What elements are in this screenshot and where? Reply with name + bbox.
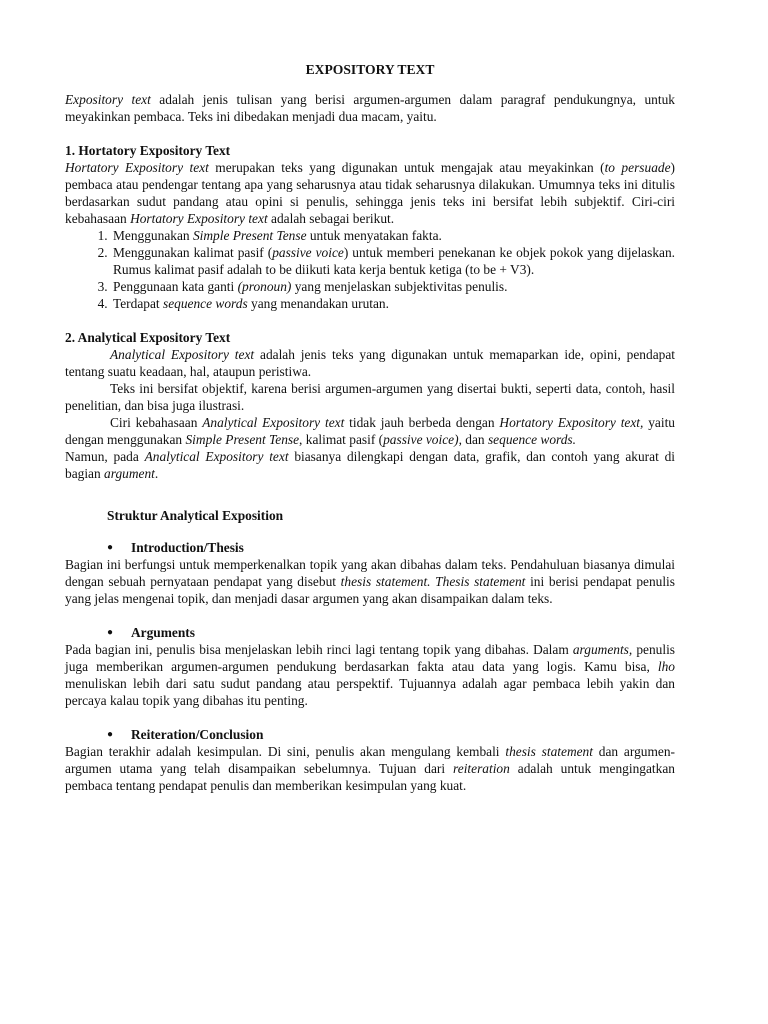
b2-text-e: menuliskan lebih dari satu sudut pandang atau perspektif. Tujuannya adalah agar pembaca lebih yakin dan percaya kalau topik yang dibahas itu penting. <box>65 676 675 708</box>
li4-text-a: Terdapat <box>113 296 163 311</box>
hortatory-features-list <box>65 227 675 312</box>
s2-p3-b: Analytical Expository text <box>202 415 345 430</box>
li2-text-c: ) untuk memberi penekanan ke objek pokok yang dijelaskan. Rumus kalimat pasif adalah to be diikuti kata kerja bentuk ketiga (to be + V3). <box>113 245 676 277</box>
section-2-paragraph-1 <box>65 346 675 380</box>
b2-em-2: lho <box>657 659 675 674</box>
s1-em-2: to persuade <box>604 160 671 175</box>
intro-text: adalah jenis tulisan yang berisi argumen-argumen dalam paragraf pendukungnya, untuk meyakinkan pembaca. Teks ini dibedakan menjadi dua macam, yaitu. <box>65 92 675 124</box>
s2-p4-b: Analytical Expository text <box>144 449 289 464</box>
s2-p4-a: Namun, pada <box>65 449 145 464</box>
intro-emphasis: Expository text <box>65 92 151 107</box>
bullet-icon: ● <box>107 729 114 740</box>
intro-paragraph <box>65 91 675 125</box>
bullet-heading-conclusion <box>107 726 675 743</box>
s2-p3-f: Simple Present Tense <box>185 432 300 447</box>
b1-text-c: ini berisi pendapat penulis yang jelas mengenai topik, dan menjadi dasar argumen yang akan disampaikan dalam teks. <box>65 574 675 606</box>
b3-text-e: adalah untuk mengingatkan pembaca tentang pendapat penulis dan memberikan kesimpulan yang kuat. <box>65 761 675 793</box>
b2-text-c: penulis juga memberikan argumen-argumen pendukung berdasarkan fakta atau data yang logis. Kamu bisa, <box>65 642 675 674</box>
s2-p4-e: . <box>154 466 159 481</box>
s2-p1-em: Analytical Expository text <box>110 347 255 362</box>
s2-p3-d: Hortatory Expository text, <box>499 415 644 430</box>
li1-text-a: Menggunakan <box>113 228 193 243</box>
section-1-paragraph <box>65 159 675 227</box>
li3-text-c: yang menjelaskan subjektivitas penulis. <box>291 279 508 294</box>
bullet-heading-introduction <box>107 539 675 556</box>
section-1-heading: 1. Hortatory Expository Text <box>65 143 231 158</box>
b2-text-a: Pada bagian ini, penulis bisa menjelaskan lebih rinci lagi tentang topik yang dibahas. Dalam <box>65 642 573 657</box>
list-item <box>111 227 675 244</box>
b1-text-a: Bagian ini berfungsi untuk memperkenalkan topik yang akan dibahas dalam teks. Pendahuluan biasanya dimulai dengan sebuah pernyataan pendapat yang disebut <box>65 557 675 589</box>
b3-em-1: thesis statement <box>505 744 593 759</box>
li3-text-a: Penggunaan kata ganti <box>113 279 238 294</box>
b3-text-c: dan argumen-argumen utama yang telah disampaikan sebelumnya. Tujuan dari <box>65 744 675 776</box>
s2-p1-text: adalah jenis teks yang digunakan untuk memaparkan ide, opini, pendapat tentang suatu keadaan, hal, ataupun peristiwa. <box>65 347 675 379</box>
s1-text-3: adalah sebagai berikut. <box>267 211 395 226</box>
s2-p3-c: tidak jauh berbeda dengan <box>344 415 500 430</box>
bullet-icon: ● <box>107 542 114 553</box>
s2-p3-e: yaitu dengan menggunakan <box>65 415 675 447</box>
section-2-paragraph-3 <box>65 414 675 448</box>
s2-p3-g: , kalimat pasif ( <box>299 432 384 447</box>
b3-text-a: Bagian terakhir adalah kesimpulan. Di sini, penulis akan mengulang kembali <box>65 744 506 759</box>
structure-heading: Struktur Analytical Exposition <box>107 508 284 523</box>
s2-p3-j: sequence words. <box>487 432 576 447</box>
document-title: EXPOSITORY TEXT <box>305 62 435 77</box>
s1-em-3: Hortatory Expository text <box>130 211 268 226</box>
bullet-icon: ● <box>107 627 114 638</box>
li1-em: Simple Present Tense <box>192 228 307 243</box>
b3-em-2: reiteration <box>453 761 510 776</box>
s2-p3-h: passive voice) <box>383 432 459 447</box>
bullet-title: Arguments <box>131 625 195 640</box>
li4-em: sequence words <box>163 296 248 311</box>
s2-p4-c: biasanya dilengkapi dengan data, grafik, dan contoh yang akurat di bagian <box>65 449 676 481</box>
bullet-heading-arguments <box>107 624 675 641</box>
s1-em-1: Hortatory Expository text <box>65 160 209 175</box>
list-item <box>111 244 675 278</box>
document-body <box>65 61 675 794</box>
li3-em: (pronoun) <box>237 279 292 294</box>
introduction-paragraph <box>65 556 675 607</box>
b2-em-1: arguments, <box>572 642 633 657</box>
s1-text-1: merupakan teks yang digunakan untuk mengajak atau meyakinkan ( <box>208 160 605 175</box>
li1-text-c: untuk menyatakan fakta. <box>306 228 442 243</box>
section-2-paragraph-4 <box>65 448 675 482</box>
bullet-title: Introduction/Thesis <box>131 540 244 555</box>
conclusion-paragraph <box>65 743 675 794</box>
section-2-heading: 2. Analytical Expository Text <box>65 330 231 345</box>
b1-em: thesis statement. Thesis statement <box>340 574 526 589</box>
li2-text-a: Menggunakan kalimat pasif ( <box>113 245 273 260</box>
list-item <box>111 278 675 295</box>
s1-text-2: ) pembaca atau pendengar tentang apa yang seharusnya atau tidak seharusnya dilakukan. Umumnya teks ini ditulis berdasarkan sudut pandang atau opini si penulis, sehingga jenis teks ini bersifat lebih subjektif. Ciri-ciri kebahasaan <box>65 160 675 226</box>
section-2-paragraph-2: Teks ini bersifat objektif, karena berisi argumen-argumen yang disertai bukti, seperti data, contoh, hasil penelitian, dan bisa juga ilustrasi. <box>65 381 675 413</box>
bullet-title: Reiteration/Conclusion <box>131 727 264 742</box>
s2-p3-a: Ciri kebahasaan <box>110 415 203 430</box>
list-item <box>111 295 675 312</box>
s2-p3-i: , dan <box>458 432 488 447</box>
s2-p4-d: argument <box>104 466 155 481</box>
li2-em: passive voice <box>272 245 344 260</box>
arguments-paragraph <box>65 641 675 709</box>
li4-text-c: yang menandakan urutan. <box>247 296 389 311</box>
